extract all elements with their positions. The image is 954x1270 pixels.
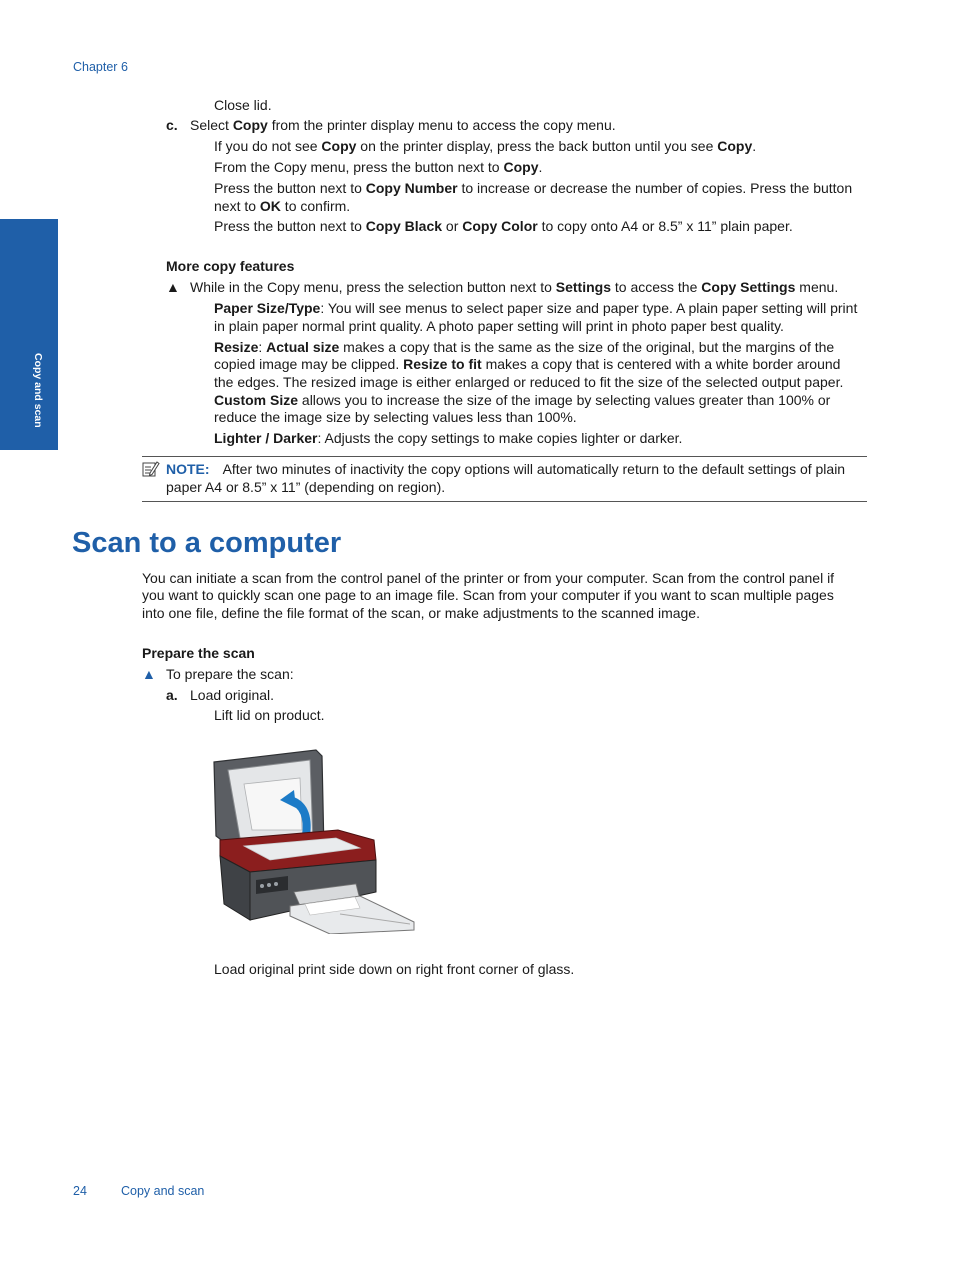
resize-1: Resize: Actual size makes a copy that is the same as the size of the original, but the margins of the (214, 339, 835, 355)
copy-instruction-if: If you do not see Copy on the printer display, press the back button until you see Copy. (214, 138, 757, 154)
close-lid-text: Close lid. (214, 97, 272, 113)
paper-size-type-1: Paper Size/Type: You will see menus to select paper size and paper type. A plain paper setting will print (214, 300, 858, 316)
side-tab-label: Copy and scan (32, 353, 44, 428)
lighter-darker: Lighter / Darker: Adjusts the copy settings to make copies lighter or darker. (214, 430, 683, 446)
paper-size-type-2: in plain paper normal print quality. A photo paper setting will print in photo paper best quality. (214, 318, 784, 334)
side-tab (0, 219, 58, 450)
more-features-heading: More copy features (166, 258, 295, 274)
scan-intro-3: into one file, define the file format of the scan, or make adjustments to the scanned image. (142, 605, 700, 621)
copy-instruction-from: From the Copy menu, press the button next to Copy. (214, 159, 543, 175)
chapter-header: Chapter 6 (73, 60, 128, 74)
section-title: Scan to a computer (72, 527, 342, 559)
resize-5: reduce the image size by selecting values less than 100%. (214, 409, 577, 425)
step-c: c. Select Copy from the printer display menu to access the copy menu. (166, 117, 616, 133)
note-pencil-icon (142, 460, 160, 478)
step-a-marker: a. (166, 687, 178, 703)
printer-lid-open-illustration (210, 744, 416, 934)
note-divider-top (142, 456, 867, 457)
note-divider-bottom (142, 501, 867, 502)
more-features-intro: ▲ While in the Copy menu, press the selection button next to Settings to access the Copy Settings menu. (166, 279, 839, 295)
copy-instruction-number-1: Press the button next to Copy Number to increase or decrease the number of copies. Press the button (214, 180, 853, 196)
triangle-bullet-icon: ▲ (166, 279, 180, 295)
note-line-2: paper A4 or 8.5” x 11” (depending on region). (166, 479, 446, 495)
copy-instruction-number-2: next to OK to confirm. (214, 198, 351, 214)
page-number: 24 (73, 1184, 87, 1198)
prepare-intro: ▲ To prepare the scan: (142, 666, 294, 682)
copy-instruction-black-color: Press the button next to Copy Black or Copy Color to copy onto A4 or 8.5” x 11” plain paper. (214, 218, 793, 234)
resize-2: copied image may be clipped. Resize to fit makes a copy that is centered with a white border around (214, 356, 841, 372)
note-line-1: NOTE: After two minutes of inactivity the copy options will automatically return to the default settings of plain (166, 461, 846, 477)
resize-4: Custom Size allows you to increase the size of the image by selecting values greater than 100% or (214, 392, 831, 408)
scan-intro-1: You can initiate a scan from the control panel of the printer or from your computer. Scan from the control panel if (142, 570, 835, 586)
triangle-bullet-icon: ▲ (142, 666, 156, 682)
figure-caption: Load original print side down on right front corner of glass. (214, 961, 575, 977)
prepare-heading: Prepare the scan (142, 645, 255, 661)
footer-section-title: Copy and scan (121, 1184, 205, 1198)
step-c-marker: c. (166, 117, 178, 133)
scan-intro-2: you want to quickly scan one page to an image file. Scan from your computer if you want to scan multiple pages (142, 587, 834, 603)
note-label: NOTE: (166, 461, 210, 477)
step-a: a. Load original. (166, 687, 275, 703)
lift-lid-text: Lift lid on product. (214, 707, 325, 723)
resize-3: the edges. The resized image is either enlarged or reduced to fit the size of the selected output paper. (214, 374, 844, 390)
